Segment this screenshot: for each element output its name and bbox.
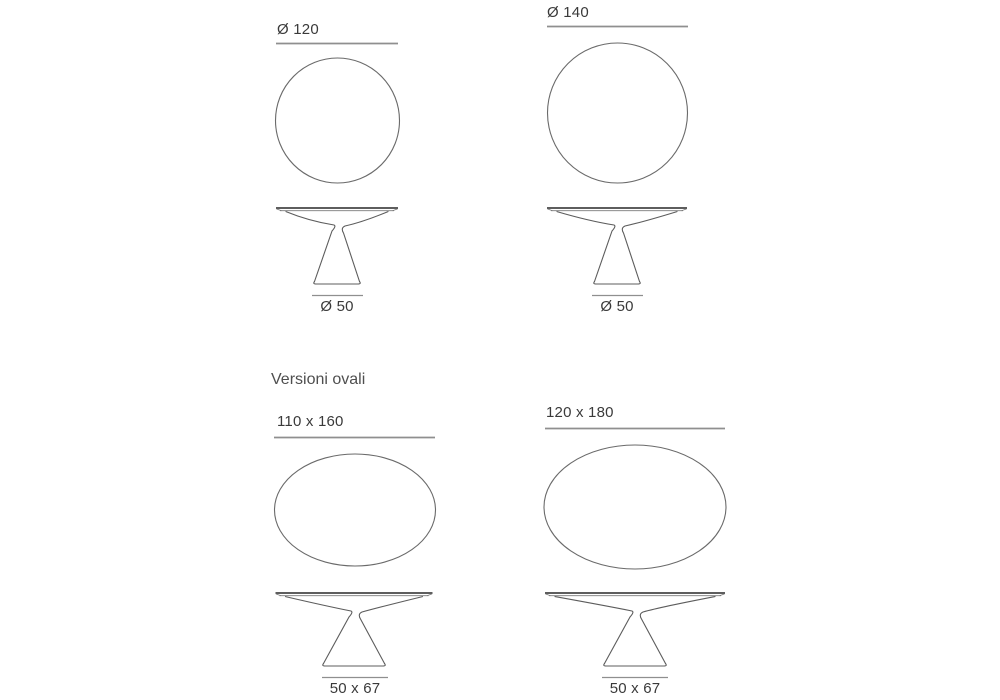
- base-label-50x67-left: 50 x 67: [329, 680, 381, 697]
- pedestal-base-line: [323, 664, 385, 667]
- pedestal-left-profile: [555, 597, 633, 664]
- pedestal-base-line: [604, 664, 666, 667]
- table-figure-oval-table-110x160: [274, 438, 436, 678]
- tabletop-right-bevel: [427, 594, 432, 596]
- pedestal-right-profile: [622, 212, 677, 282]
- pedestal-right-profile: [359, 597, 422, 664]
- pedestal-elevation: [276, 593, 433, 666]
- pedestal-elevation: [276, 208, 398, 284]
- section-heading-versioni-ovali: Versioni ovali: [271, 371, 366, 388]
- base-label-diameter-50-left: Ø 50: [320, 298, 354, 315]
- table-figure-round-table-120: [276, 44, 400, 296]
- tabletop-left-bevel: [276, 594, 281, 596]
- table-figure-round-table-140: [547, 27, 688, 296]
- pedestal-right-profile: [342, 212, 388, 282]
- size-label-diameter-140: Ø 140: [547, 4, 589, 21]
- tabletop-right-bevel: [720, 594, 725, 596]
- pedestal-left-profile: [557, 212, 615, 282]
- tabletop-plan-outline: [548, 43, 688, 183]
- pedestal-elevation: [545, 593, 725, 666]
- base-label-diameter-50-right: Ø 50: [600, 298, 634, 315]
- tabletop-plan-outline: [544, 445, 726, 569]
- tabletop-left-bevel: [547, 209, 552, 211]
- size-label-120x180: 120 x 180: [546, 404, 614, 421]
- pedestal-left-profile: [286, 212, 335, 282]
- tabletop-left-bevel: [276, 209, 281, 211]
- tabletop-left-bevel: [545, 594, 550, 596]
- pedestal-elevation: [547, 208, 687, 284]
- size-label-diameter-120: Ø 120: [277, 21, 319, 38]
- pedestal-base-line: [594, 282, 640, 285]
- tabletop-right-bevel: [682, 209, 687, 211]
- tabletop-right-bevel: [393, 209, 398, 211]
- pedestal-left-profile: [286, 597, 352, 664]
- pedestal-right-profile: [640, 597, 715, 664]
- tabletop-plan-outline: [275, 454, 436, 566]
- tabletop-plan-outline: [276, 58, 400, 183]
- size-label-110x160: 110 x 160: [277, 413, 344, 430]
- base-label-50x67-right: 50 x 67: [609, 680, 661, 697]
- table-figure-oval-table-120x180: [544, 429, 726, 678]
- pedestal-base-line: [314, 282, 360, 285]
